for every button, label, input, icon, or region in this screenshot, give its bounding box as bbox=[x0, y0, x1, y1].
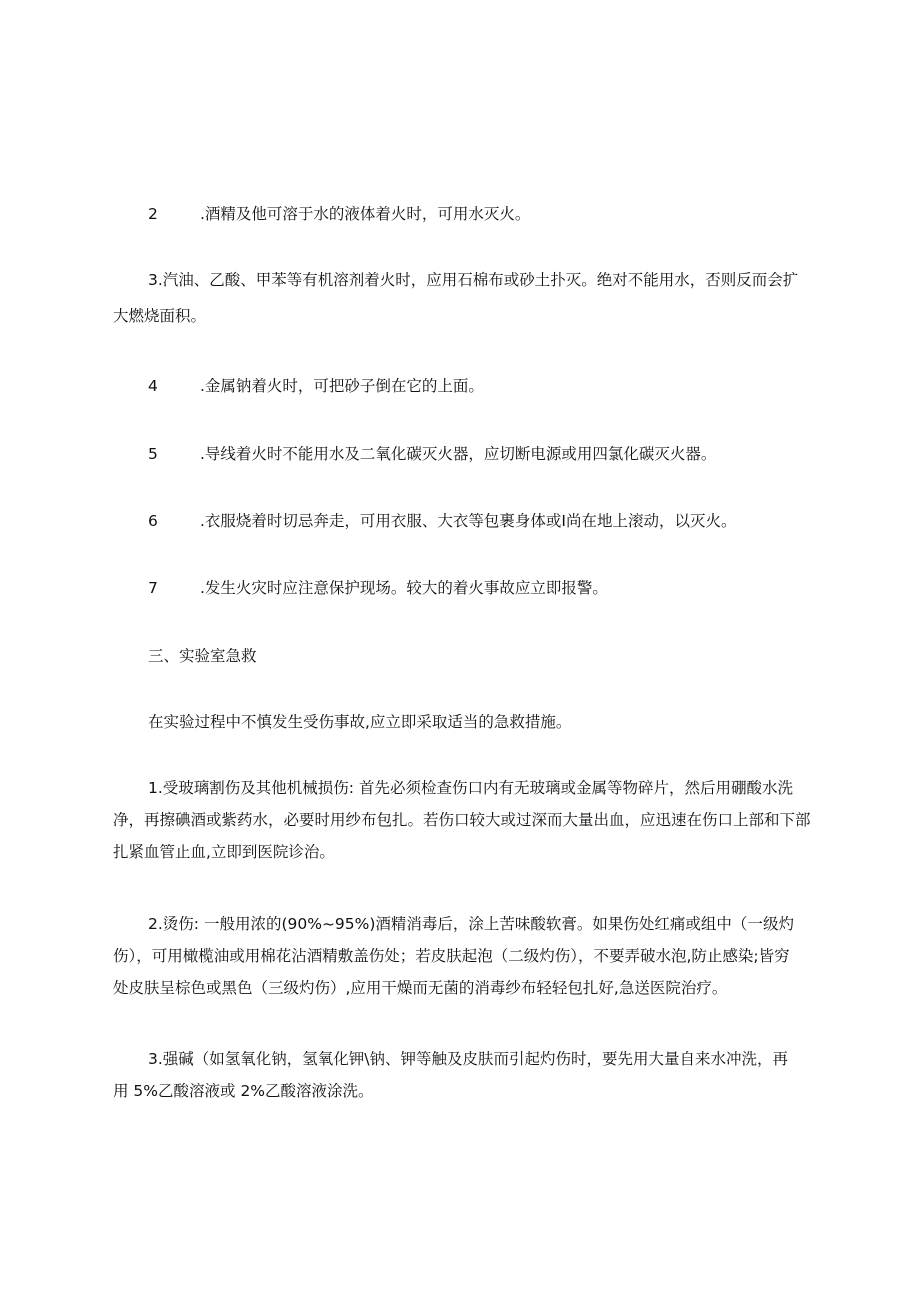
item-text: .导线着火时不能用水及二氧化碳灭火器，应切断电源或用四氯化碳灭火器。 bbox=[200, 445, 717, 463]
item-number: 7 bbox=[148, 579, 158, 597]
item-line: 处皮肤呈棕色或黑色（三级灼伤）,应用干燥而无菌的消毒纱布轻轻包扎好,急送医院治疗。 bbox=[113, 979, 728, 997]
item-text: .衣服烧着时切忌奔走，可用衣服、大衣等包裹身体或Ⅰ尚在地上滚动，以灭火。 bbox=[200, 512, 737, 530]
fire-item-2 bbox=[113, 202, 813, 227]
item-number: 3 bbox=[148, 271, 158, 289]
aid-item-1 bbox=[113, 776, 813, 865]
item-line bbox=[113, 268, 813, 293]
aid-item-3 bbox=[113, 1047, 813, 1104]
item-number: 3 bbox=[148, 1050, 158, 1068]
item-text: .受玻璃割伤及其他机械损伤: 首先必须检查伤口内有无玻璃或金属等物碎片，然后用硼酸水洗 bbox=[157, 779, 793, 797]
item-number: 2 bbox=[148, 205, 158, 223]
fire-item-3 bbox=[113, 268, 813, 329]
aid-item-2 bbox=[113, 912, 813, 1001]
item-text: .金属钠着火时，可把砂子倒在它的上面。 bbox=[200, 377, 484, 395]
item-text: .烫伤: 一般用浓的(90%~95%)酒精消毒后，涂上苦味酸软膏。如果伤处红痛或组中（一级灼 bbox=[157, 915, 794, 933]
item-line: 用 5%乙酸溶液或 2%乙酸溶液涂洗。 bbox=[113, 1082, 374, 1100]
item-line bbox=[113, 912, 813, 937]
item-text: .汽油、乙酸、甲苯等有机溶剂着火时，应用石棉布或砂土扑灭。绝对不能用水，否则反而会扩 bbox=[157, 271, 799, 289]
item-line bbox=[113, 1047, 813, 1072]
fire-item-4 bbox=[113, 374, 813, 399]
fire-item-5 bbox=[113, 442, 813, 467]
item-line bbox=[113, 776, 813, 801]
section-heading: 三、实验室急救 bbox=[148, 647, 257, 665]
item-text: .酒精及他可溶于水的液体着火时，可用水灭火。 bbox=[200, 205, 531, 223]
fire-item-7 bbox=[113, 576, 813, 601]
item-line: 净，再擦碘酒或紫药水，必要时用纱布包扎。若伤口较大或过深而大量出血，应迅速在伤口上部和下部 bbox=[113, 811, 811, 829]
item-number: 1 bbox=[148, 779, 158, 797]
item-number: 6 bbox=[148, 512, 158, 530]
item-line: 大燃烧面积。 bbox=[113, 307, 207, 325]
item-line: 伤），可用橄榄油或用棉花沾酒精敷盖伤处；若皮肤起泡（二级灼伤），不要弄破水泡,防止感染;皆穷 bbox=[113, 947, 790, 965]
item-number: 4 bbox=[148, 377, 158, 395]
item-text: .发生火灾时应注意保护现场。较大的着火事故应立即报警。 bbox=[200, 579, 608, 597]
fire-item-6 bbox=[113, 509, 813, 534]
item-text: .强碱（如氢氧化钠，氢氧化钾\钠、钾等触及皮肤而引起灼伤时，要先用大量自来水冲洗，再 bbox=[157, 1050, 789, 1068]
section-intro: 在实验过程中不慎发生受伤事故,应立即采取适当的急救措施。 bbox=[148, 713, 572, 731]
item-number: 5 bbox=[148, 445, 158, 463]
item-line: 扎紧血管止血,立即到医院诊治。 bbox=[113, 843, 335, 861]
item-number: 2 bbox=[148, 915, 158, 933]
